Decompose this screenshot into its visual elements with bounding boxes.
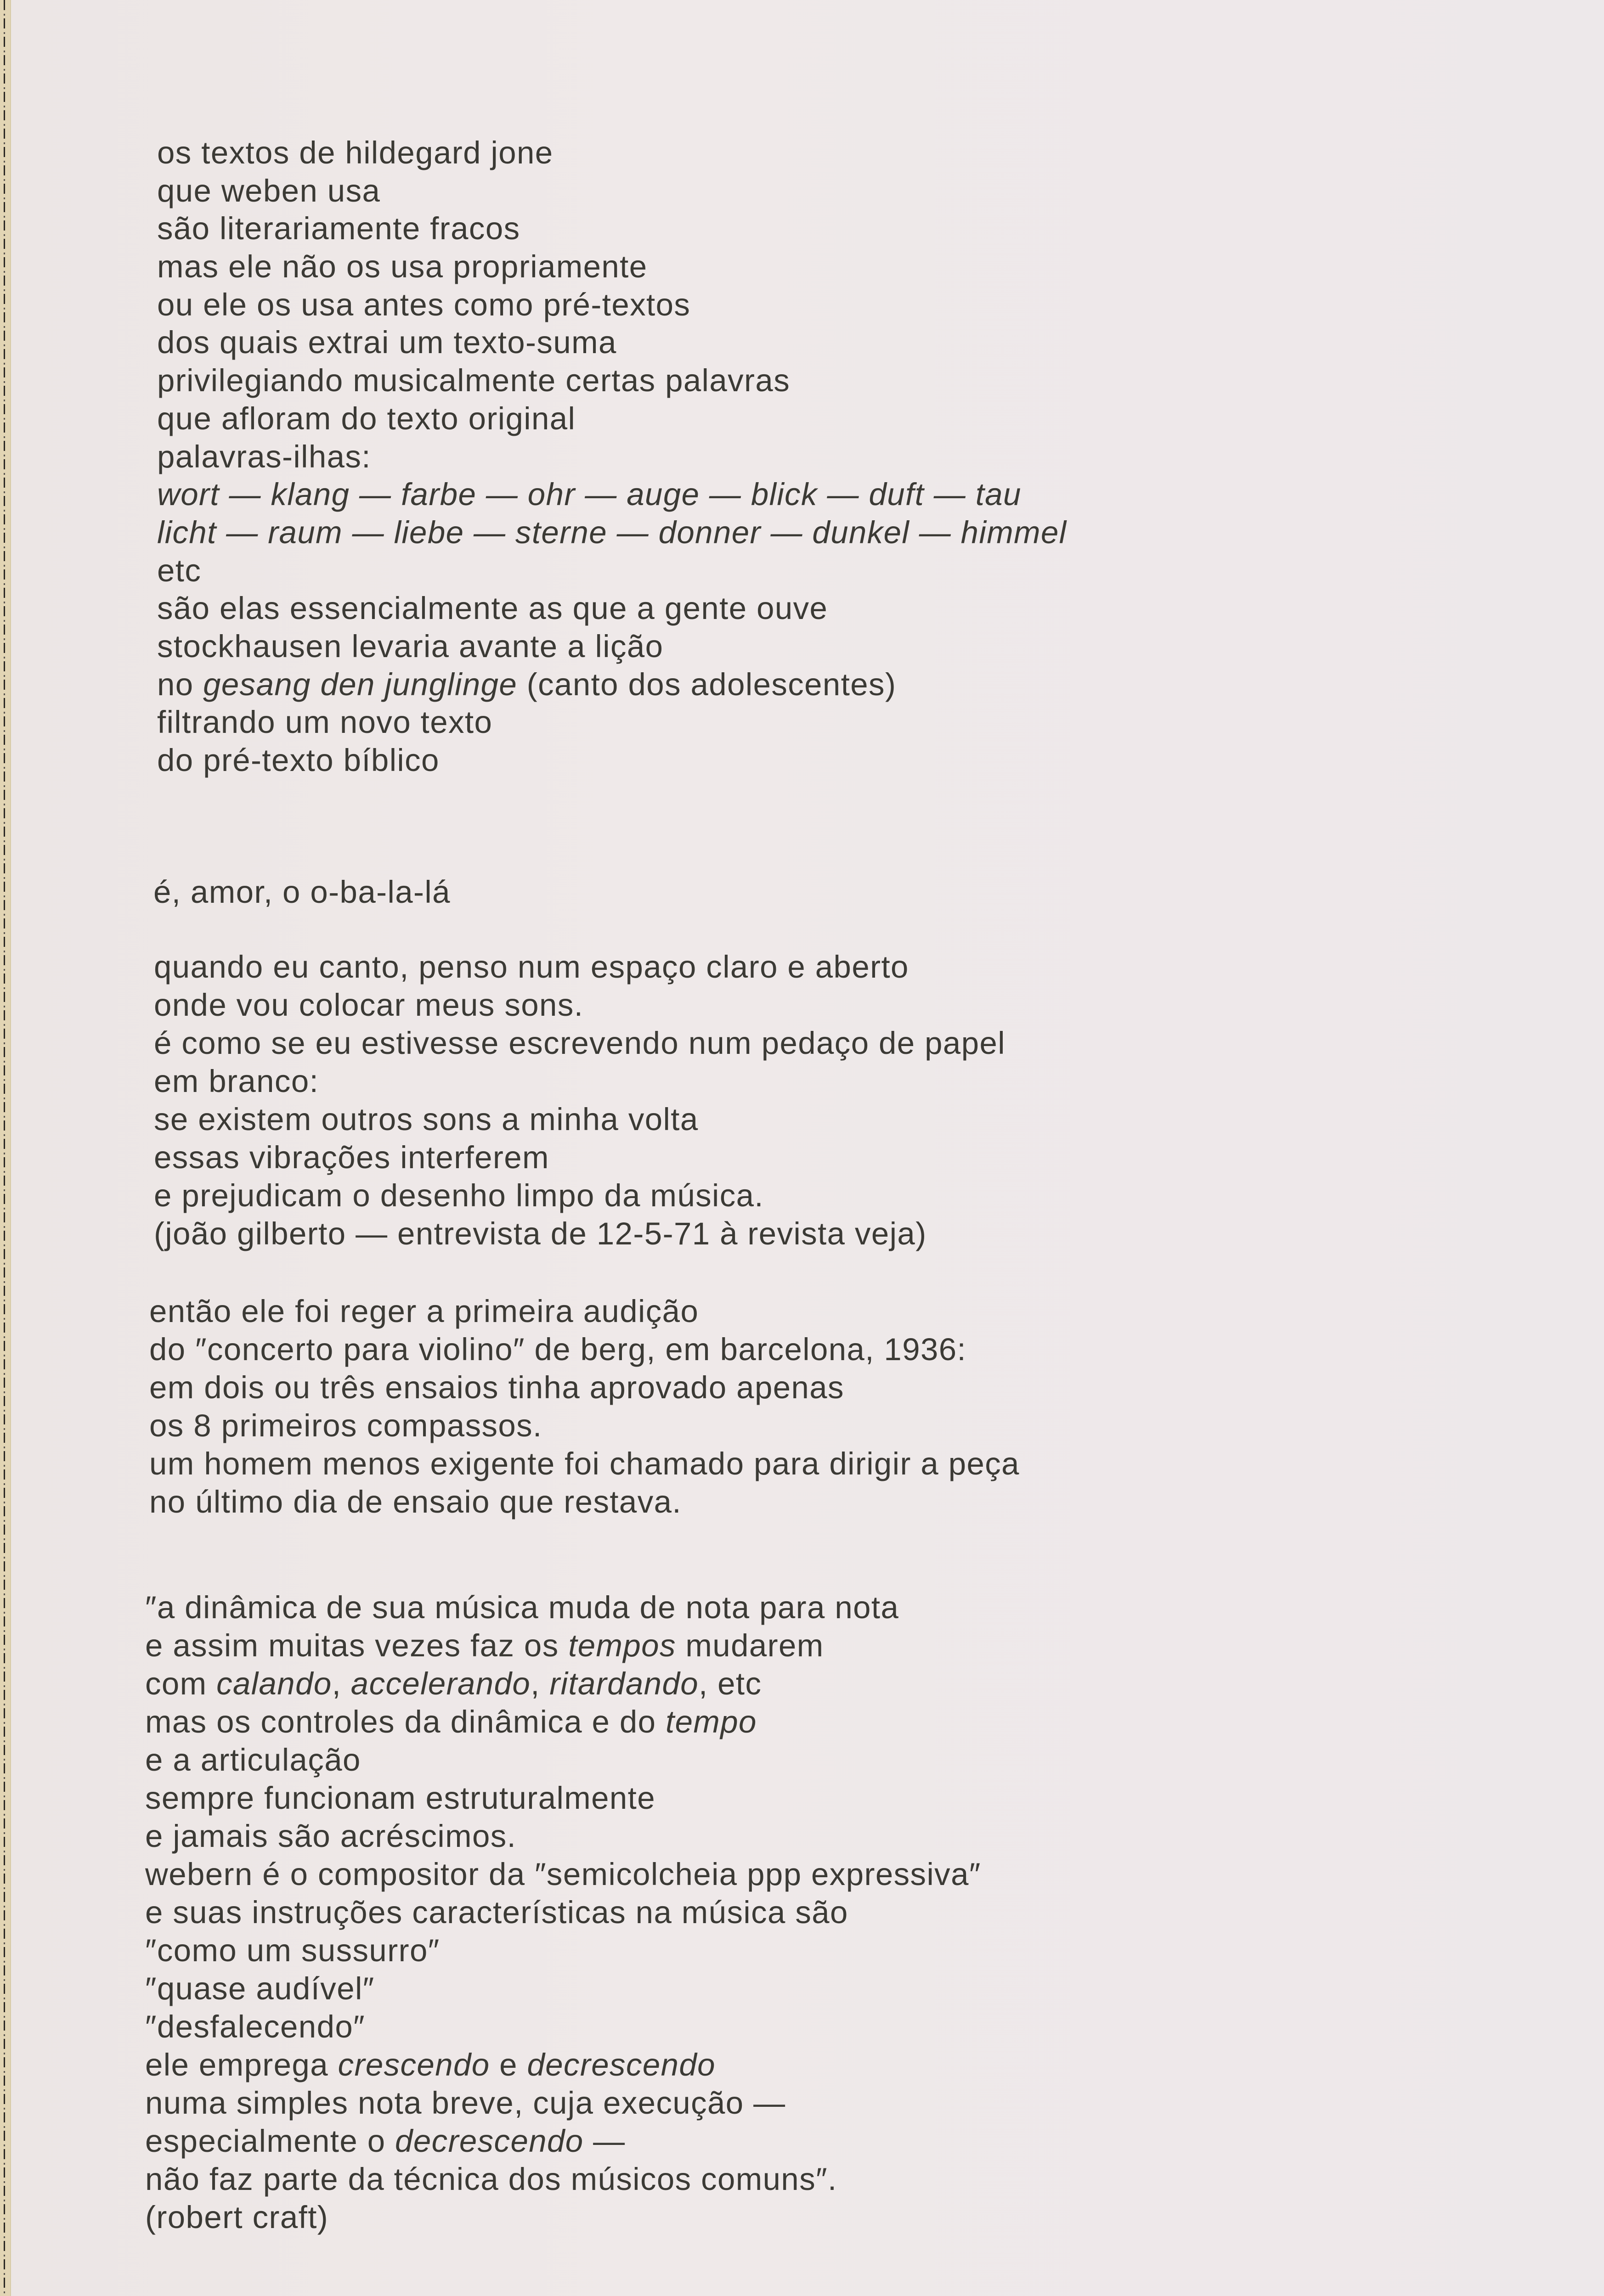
text-line [154,1176,1005,1215]
text-line [145,1855,981,1893]
text-line [157,172,1067,210]
italic-text: tempo [666,1704,757,1739]
text-segment: no [157,666,203,702]
text-block-robert-craft-quote [145,1588,981,2236]
text-segment: em branco: [154,1064,319,1099]
text-segment: dos quais extrai um texto-suma [157,325,617,360]
text-segment: os 8 primeiros compassos. [149,1408,542,1443]
italic-text: gesang den junglinge [203,666,518,702]
text-segment: , [531,1666,550,1701]
text-line [145,1931,981,1970]
text-line [149,1445,1020,1483]
text-segment: (joão gilberto — entrevista de 12-5-71 à revista veja) [154,1216,927,1251]
text-segment: que weben usa [157,173,381,208]
text-segment: que afloram do texto original [157,400,576,436]
text-block-berg-concerto [149,1292,1020,1521]
text-line [157,362,1067,400]
text-segment: mas os controles da dinâmica e do [145,1704,666,1739]
text-segment: , etc [699,1666,762,1701]
text-segment: ou ele os usa antes como pré-textos [157,287,691,322]
text-line [145,2160,981,2198]
text-segment: e assim muitas vezes faz os [145,1628,569,1663]
italic-text: ritardando [549,1666,699,1701]
text-segment: e suas instruções características na música são [145,1895,848,1930]
text-segment: — [583,2123,626,2159]
text-segment: privilegiando musicalmente certas palavras [157,363,791,399]
text-line [145,1893,981,1931]
text-line [154,1024,1005,1062]
text-line [145,1779,981,1817]
text-line [145,2198,981,2236]
text-segment: etc [157,552,202,588]
text-segment: mudarem [676,1628,824,1663]
text-line [153,873,451,911]
text-line [145,1970,981,2008]
text-line [157,400,1067,438]
text-segment: stockhausen levaria avante a lição [157,628,664,664]
text-segment: os textos de hildegard jone [157,135,553,170]
text-line [154,1100,1005,1138]
text-segment: palavras-ilhas: [157,439,371,474]
text-segment: especialmente o [145,2123,395,2159]
text-line [154,986,1005,1024]
text-line [157,438,1067,476]
text-line [157,590,1067,628]
text-segment: com [145,1666,217,1701]
text-segment: ″a dinâmica de sua música muda de nota para nota [145,1590,899,1625]
text-line [157,628,1067,666]
text-line [149,1292,1020,1330]
text-segment: numa simples nota breve, cuja execução — [145,2085,786,2121]
text-line [157,210,1067,248]
text-line [157,514,1067,552]
text-line [157,286,1067,324]
text-line [154,1215,1005,1253]
italic-text: decrescendo [395,2123,584,2159]
text-segment: é, amor, o o-ba-la-lá [153,874,451,910]
text-segment: do ″concerto para violino″ de berg, em barcelona, 1936: [149,1332,967,1367]
text-line [154,1138,1005,1176]
text-line [145,1626,981,1665]
text-line [154,1062,1005,1100]
text-line [157,248,1067,286]
text-segment: ″como um sussurro″ [145,1933,440,1968]
text-segment: quando eu canto, penso num espaço claro e aberto [154,949,909,985]
text-segment: webern é o compositor da ″semicolcheia ppp expressiva″ [145,1857,981,1892]
text-segment: ″desfalecendo″ [145,2009,365,2044]
binding-edge [0,0,11,2296]
text-segment: e jamais são acréscimos. [145,1818,517,1854]
text-line [157,134,1067,172]
text-segment: mas ele não os usa propriamente [157,249,648,285]
text-line [149,1330,1020,1368]
text-segment: e a articulação [145,1742,361,1778]
text-segment: (robert craft) [145,2200,329,2235]
text-segment: e [490,2047,527,2082]
text-segment: é como se eu estivesse escrevendo num pedaço de papel [154,1025,1005,1061]
text-line [149,1483,1020,1521]
text-segment: são literariamente fracos [157,211,520,247]
text-line [145,1741,981,1779]
italic-text: licht — raum — liebe — sterne — donner — dunkel — himmel [157,514,1067,550]
text-line [157,742,1067,780]
text-line [157,552,1067,590]
text-segment: sempre funcionam estruturalmente [145,1780,655,1816]
italic-text: tempos [568,1628,676,1663]
text-segment: no último dia de ensaio que restava. [149,1484,682,1519]
text-segment: ″quase audível″ [145,1971,375,2006]
italic-text: calando [216,1666,332,1701]
text-segment: onde vou colocar meus sons. [154,987,584,1023]
text-line [149,1368,1020,1407]
text-segment: se existem outros sons a minha volta [154,1102,699,1137]
text-line [145,1588,981,1626]
text-segment: em dois ou três ensaios tinha aprovado apenas [149,1370,844,1405]
italic-text: wort — klang — farbe — ohr — auge — blick — duft — tau [157,477,1022,512]
text-line [157,324,1067,362]
text-line [145,2084,981,2122]
text-segment: do pré-texto bíblico [157,743,440,778]
text-line [145,1665,981,1703]
text-segment: e prejudicam o desenho limpo da música. [154,1178,764,1213]
text-line [149,1407,1020,1445]
text-line [157,666,1067,704]
text-segment: então ele foi reger a primeira audição [149,1294,699,1329]
text-line [157,703,1067,742]
text-segment: , [332,1666,351,1701]
text-segment: essas vibrações interferem [154,1140,549,1175]
text-line [154,948,1005,986]
text-line [145,2046,981,2084]
text-line [145,2008,981,2046]
italic-text: accelerando [350,1666,531,1701]
text-segment: ele emprega [145,2047,338,2082]
text-line [145,1817,981,1855]
text-line [145,1703,981,1741]
italic-text: crescendo [338,2047,490,2082]
text-block-joao-gilberto-quote [154,948,1005,1253]
text-segment: não faz parte da técnica dos músicos comuns″. [145,2161,837,2197]
text-block-o-ba-la-la [153,873,451,911]
text-segment: um homem menos exigente foi chamado para dirigir a peça [149,1446,1020,1481]
text-segment: são elas essencialmente as que a gente ouve [157,591,828,626]
text-segment: filtrando um novo texto [157,704,493,740]
binding-stitch-line [4,0,5,2296]
italic-text: decrescendo [527,2047,716,2082]
text-line [157,476,1067,514]
text-block-hildegard-jone [157,134,1067,780]
text-segment: (canto dos adolescentes) [517,666,897,702]
text-line [145,2122,981,2160]
